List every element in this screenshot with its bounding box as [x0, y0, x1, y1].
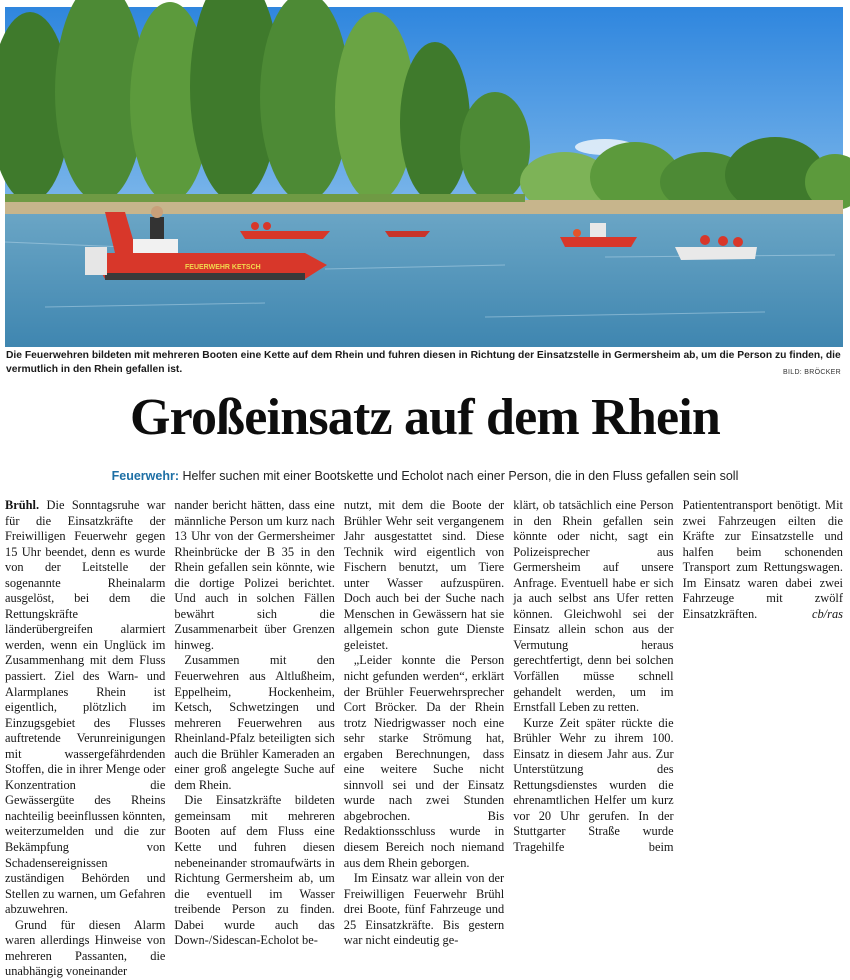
rhine-photo	[5, 7, 843, 347]
subheadline-text: Helfer suchen mit einer Bootskette und Echolot nach einer Person, die in den Fluss gefallen sein soll	[179, 469, 739, 483]
paragraph: klärt, ob tatsächlich eine Person in den Rhein gefallen sein könnte oder nicht, sagt ein Polizeisprecher aus Germersheim auf unsere Anfrage. Eventuell habe er sich ja auch selbst ans Ufer retten können. Gleichwohl sei der Einsatz allein schon aus der Vermutung heraus gerechtfertigt, denn bei solchen Vorfällen müsse schnell gehandelt werden, um im Ernstfall Leben zu retten.	[513, 498, 674, 715]
paragraph	[5, 498, 165, 918]
subheadline	[0, 466, 850, 486]
article-body	[5, 498, 843, 979]
photo-caption: Die Feuerwehren bildeten mit mehreren Booten eine Kette auf dem Rhein und fuhren diesen in Richtung der Einsatzstelle in Germersheim ab, um die Person zu finden, die vermutlich in den Rhein gefallen ist.	[6, 350, 841, 375]
paragraph: Im Einsatz war allein von der Freiwilligen Feuerwehr Brühl drei Boote, fünf Fahrzeuge und 25 Einsatzkräfte. Bis gestern war nicht eindeutig ge-	[343, 871, 505, 948]
photo-credit: BILD: BRÖCKER	[783, 369, 841, 376]
paragraph: „Leider konnte die Person nicht gefunden werden“, erklärt der Brühler Feuerwehrsprecher Cort Bröcker. Da der Rhein trotz Niedrigwasser noch eine sehr starke Strömung hat, ergaben Berechnungen, dass eine weitere Suche nicht sinnvoll sei und der Einsatz wurde nach zwei Stunden abgebrochen. Bis Redaktionsschluss wurde in diesem Bereich noch niemand aus dem Rhein geborgen.	[343, 653, 505, 870]
paragraph: Grund für diesen Alarm waren allerdings Hinweise von mehreren Passanten, die unabhängig voneinander	[5, 917, 166, 979]
article-column-1	[5, 498, 165, 980]
author-initials: cb/ras	[811, 606, 843, 621]
paragraph-text: Kurze Zeit später rückte die Brühler Wehr zu ihrem 100. Einsatz in diesem Jahr aus. Zur Unterstützung des Rettungsdienstes wurden die ehrenamtlichen Helfer um kurz vor 20 Uhr gerufen. In der Stuttgarter Straße wurde Tragehilfe beim Patiententransport benötigt. Mit zwei Fahrzeugen eilten die Kräfte zur Einsatzstelle und halfen beim schonenden Transport zum Rettungswagen. Im Einsatz waren dabei zwei Fahrzeuge mit zwölf Einsatzkräften.	[513, 498, 843, 855]
dateline: Brühl.	[5, 498, 40, 512]
paragraph: nutzt, mit dem die Boote der Brühler Wehr seit vergangenem Jahr ausgestattet sind. Diese Technik wird eigentlich von Fischern benutzt, um Tiere unter Wasser aufzuspüren. Doch auch bei der Suche nach Menschen in Gewässern hat sie allgemein schon gute Dienste geleistet.	[343, 498, 505, 652]
article-column-2	[174, 498, 334, 980]
article-column-3	[344, 498, 504, 980]
paragraph-text: Die Sonntagsruhe war für die Einsatzkräfte der Freiwilligen Feuerwehr gegen 15 Uhr beendet, denn es wurde von der Leitstelle der sogenannte Rheinalarm ausgelöst, bei dem die Rettungskräfte länderübergreifen alarmiert werden, wenn ein Unglück im Zusammenhang mit dem Fluss passiert. Ziel des Warn- und Alarmplanes Rhein ist eigentlich, plötzlich im Einzugsgebiet des Flusses auftretende Verunreinigungen mit wassergefährdenden Stoffen, die in ihrer Menge oder Konzentration die Gewässergüte des Rheins nachteilig beeinflussen könnten, weiterzumelden und die zur Bekämpfung von Schadensereignissen zuständigen Behörden und Stellen zu warnen, um Gefahren abzuwehren.	[5, 498, 166, 917]
river-bank	[5, 200, 843, 214]
paragraph: nander bericht hätten, dass eine männliche Person um kurz nach 13 Uhr von der Germersheimer Rheinbrücke der B 35 in den Rhein gefallen sein könnte, wie die dortige Polizei berichtet. Und auch in solchen Fällen bewährt sich die Zusammenarbeit über Grenzen hinweg.	[174, 498, 335, 652]
paragraph: Die Einsatzkräfte bildeten gemeinsam mit mehreren Booten auf dem Fluss eine Kette und fuhren diesen nebeneinander stromaufwärts in Richtung Germersheim ab, um die eventuell im Wasser treibende Person zu finden. Dabei wurde auch das Down-/Sidescan-Echolot be-	[174, 793, 335, 948]
paragraph: Zusammen mit den Feuerwehren aus Altlußheim, Eppelheim, Hockenheim, Ketsch, Schwetzingen und mehreren Feuerwehren aus Rheinland-Pfalz beteiligten sich auch die Brühler Kameraden an einer groß angelegte Suche auf dem Rhein.	[174, 653, 335, 792]
subheadline-kicker: Feuerwehr:	[111, 469, 180, 483]
headline: Großeinsatz auf dem Rhein	[129, 389, 721, 446]
article-column-4	[513, 498, 843, 980]
fire-boat-distant	[385, 231, 430, 237]
boat-label: FEUERWEHR KETSCH	[185, 264, 261, 271]
bank-grass	[5, 194, 525, 202]
